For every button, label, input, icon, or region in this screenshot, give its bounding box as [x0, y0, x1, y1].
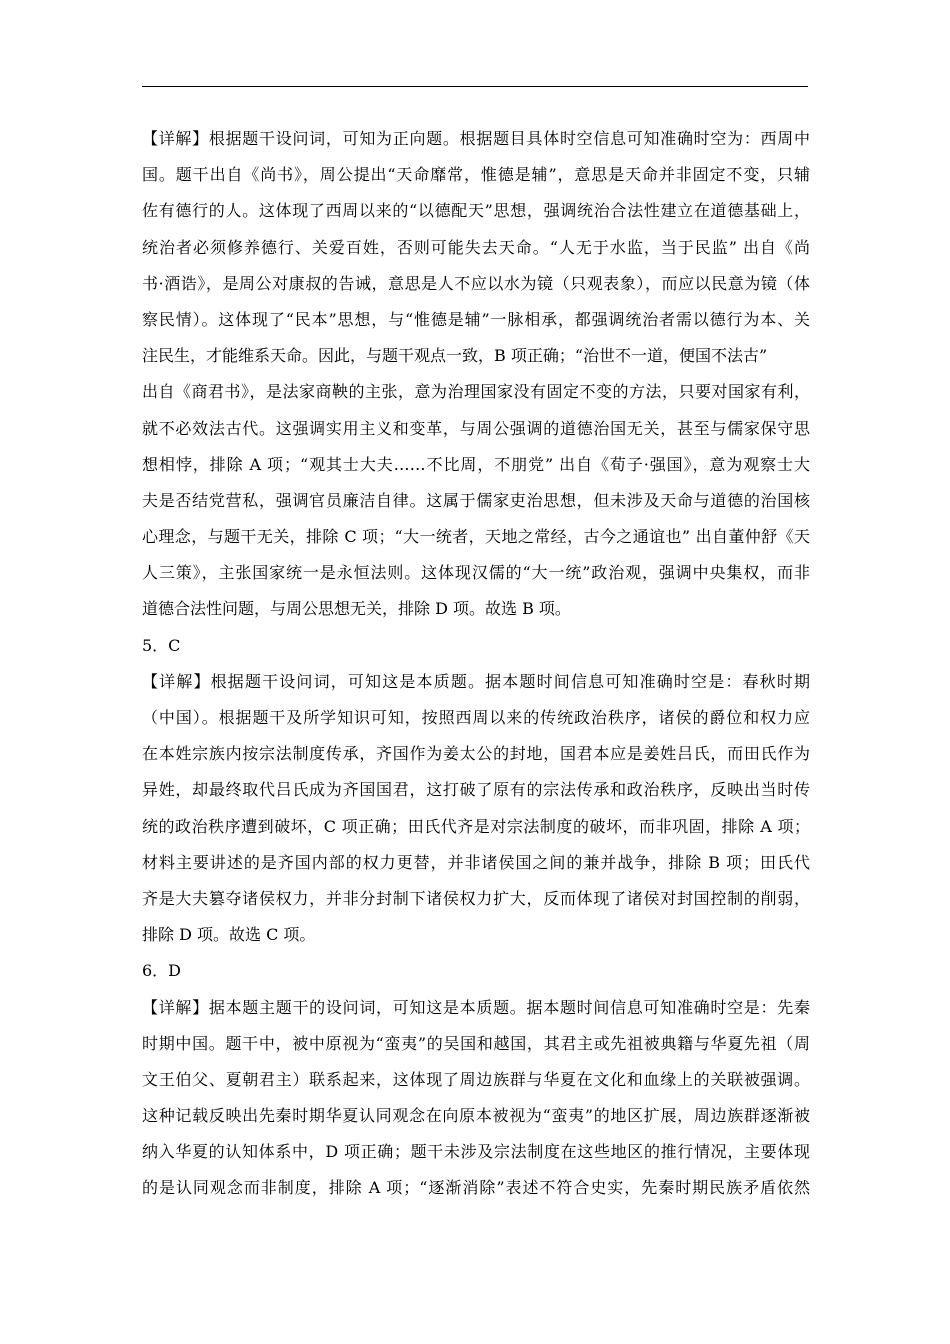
text-line: 文王伯父、夏朝君主）联系起来，这体现了周边族群与华夏在文化和血缘上的关联被强调。: [142, 1069, 810, 1089]
answer-heading: 5．C: [142, 635, 181, 655]
text-line: 夫是否结党营私，强调官员廉洁自律。这属于儒家吏治思想，但未涉及天命与道德的治国核: [142, 490, 810, 510]
text-line: 注民生，才能维系天命。因此，与题干观点一致，B 项正确；“治世不一道，便国不法古”: [142, 346, 768, 366]
text-line: 统的政治秩序遭到破坏，C 项正确；田氏代齐是对宗法制度的破坏，而非巩固，排除 A 项；: [142, 816, 810, 836]
text-line: 察民情）。这体现了“民本”思想，与“惟德是辅”一脉相承，都强调统治者需以德行为本、关: [142, 309, 810, 329]
text-line: 【详解】根据题干设问词，可知为正向题。根据题目具体时空信息可知准确时空为：西周中: [142, 129, 810, 148]
explanation-paragraph: [142, 121, 810, 628]
text-line: 人三策》，主张国家统一是永恒法则。这体现汉儒的“大一统”政治观，强调中央集权，而非: [142, 563, 810, 583]
text-line: 【详解】根据题干设问词，可知这是本质题。据本题时间信息可知准确时空是：春秋时期: [142, 671, 810, 691]
explanation-paragraph: [142, 664, 810, 954]
text-line: 统治者必须修养德行、关爱百姓，否则可能失去天命。“人无于水监，当于民监” 出自《尚: [142, 237, 810, 257]
text-line: 佐有德行的人。这体现了西周以来的“以德配天”思想，强调统治合法性建立在道德基础上，: [142, 201, 810, 221]
text-line: 时期中国。题干中，被中原视为“蛮夷”的吴国和越国，其君主或先祖被典籍与华夏先祖（周: [142, 1033, 810, 1053]
text-line: 想相悖，排除 A 项；“观其士大夫……不比周，不朋党” 出自《荀子·强国》，意为观察士大: [142, 454, 810, 474]
text-line: 【详解】据本题主题干的设问词，可知这是本质题。据本题时间信息可知准确时空是：先秦: [142, 997, 810, 1017]
text-line: 排除 D 项。故选 C 项。: [142, 925, 316, 945]
text-line: 道德合法性问题，与周公思想无关，排除 D 项。故选 B 项。: [142, 599, 571, 619]
header-rule: [142, 86, 808, 87]
text-line: 国。题干出自《尚书》，周公提出“天命靡常，惟德是辅”，意思是天命并非固定不变，只辅: [142, 165, 810, 185]
text-line: 出自《商君书》，是法家商鞅的主张，意为治理国家没有固定不变的方法，只要对国家有利，: [142, 382, 810, 402]
text-line: 齐是大夫篡夺诸侯权力，并非分封制下诸侯权力扩大，反而体现了诸侯对封国控制的削弱，: [142, 888, 810, 908]
text-line: 心理念，与题干无关，排除 C 项；“大一统者，天地之常经，古今之通谊也” 出自董仲舒《天: [142, 527, 810, 547]
text-line: 在本姓宗族内按宗法制度传承，齐国作为姜太公的封地，国君本应是姜姓吕氏，而田氏作为: [142, 744, 810, 764]
text-line: 就不必效法古代。这强调实用主义和变革，与周公强调的道德治国无关，甚至与儒家保守思: [142, 418, 810, 438]
document-body: [142, 121, 810, 1207]
text-line: （中国）。根据题干及所学知识可知，按照西周以来的传统政治秩序，诸侯的爵位和权力应: [142, 708, 810, 727]
text-line: 这种记载反映出先秦时期华夏认同观念在向原本被视为“蛮夷”的地区扩展，周边族群逐渐被: [142, 1106, 810, 1126]
text-line: 异姓，却最终取代吕氏成为齐国国君，这打破了原有的宗法传承和政治秩序，反映出当时传: [142, 780, 810, 800]
text-line: 材料主要讲述的是齐国内部的权力更替，并非诸侯国之间的兼并战争，排除 B 项；田氏代: [142, 852, 810, 872]
explanation-paragraph: [142, 990, 810, 1207]
answer-heading: 6．D: [142, 961, 182, 981]
text-line: 书·酒诰》，是周公对康叔的告诫，意思是人不应以水为镜（只观表象），而应以民意为镜（体: [142, 273, 810, 293]
text-line: 纳入华夏的认知体系中，D 项正确；题干未涉及宗法制度在这些地区的推行情况，主要体现: [142, 1142, 810, 1162]
text-line: 的是认同观念而非制度，排除 A 项；“逐渐消除”表述不符合史实，先秦时期民族矛盾依然: [142, 1178, 810, 1198]
